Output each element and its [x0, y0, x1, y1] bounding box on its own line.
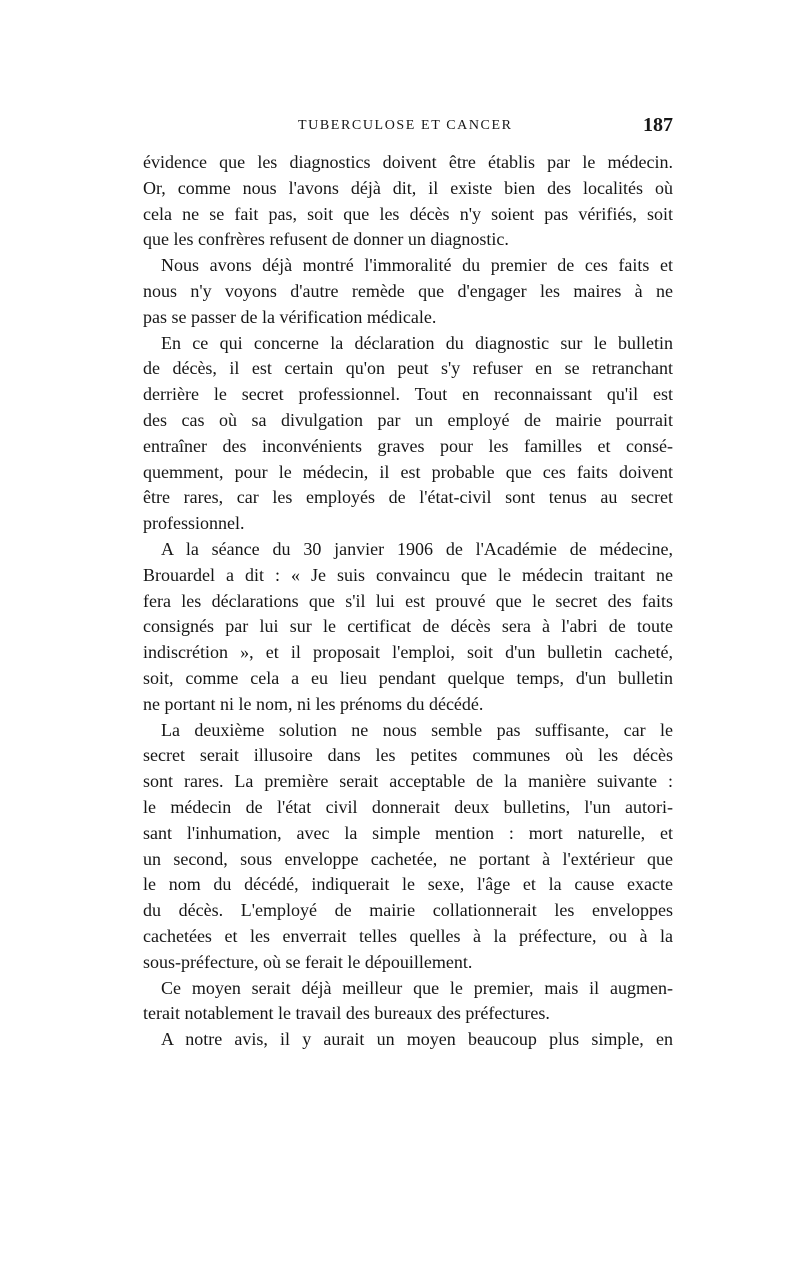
text-line: derrière le secret professionnel. Tout en reconnaissant qu'il est: [143, 384, 673, 405]
text-line: que les confrères refusent de donner un diagnostic.: [143, 229, 509, 250]
text-line: pas se passer de la vérification médicale.: [143, 306, 437, 327]
text-line: sous-préfecture, où se ferait le dépouillement.: [143, 951, 473, 972]
text-line: entraîner des inconvénients graves pour les familles et consé-: [143, 435, 673, 456]
page-number: 187: [643, 114, 673, 136]
text-line: terait notablement le travail des bureaux des préfectures.: [143, 1003, 550, 1024]
text-line: du décès. L'employé de mairie collationnerait les enveloppes: [143, 900, 673, 921]
text-line: être rares, car les employés de l'état-civil sont tenus au secret: [143, 487, 673, 508]
text-line: nous n'y voyons d'autre remède que d'engager les maires à ne: [143, 280, 673, 301]
text-line: le médecin de l'état civil donnerait deux bulletins, l'un autori-: [143, 796, 673, 817]
text-line: A la séance du 30 janvier 1906 de l'Académie de médecine,: [161, 538, 673, 559]
text-line: ne portant ni le nom, ni les prénoms du décédé.: [143, 693, 484, 714]
text-line: soit, comme cela a eu lieu pendant quelque temps, d'un bulletin: [143, 667, 673, 688]
text-line: secret serait illusoire dans les petites communes où les décès: [143, 745, 673, 766]
text-line: le nom du décédé, indiquerait le sexe, l'âge et la cause exacte: [143, 874, 673, 895]
text-line: Nous avons déjà montré l'immoralité du premier de ces faits et: [161, 255, 673, 276]
body-text: [143, 150, 673, 1053]
text-line: de décès, il est certain qu'on peut s'y refuser en se retranchant: [143, 358, 673, 379]
text-line: des cas où sa divulgation par un employé de mairie pourrait: [143, 409, 673, 430]
text-line: Ce moyen serait déjà meilleur que le premier, mais il augmen-: [161, 977, 673, 998]
text-line: quemment, pour le médecin, il est probable que ces faits doivent: [143, 461, 673, 482]
text-line: En ce qui concerne la déclaration du diagnostic sur le bulletin: [161, 332, 673, 353]
text-line: Or, comme nous l'avons déjà dit, il existe bien des localités où: [143, 177, 673, 198]
text-line: fera les déclarations que s'il lui est prouvé que le secret des faits: [143, 590, 673, 611]
running-title: TUBERCULOSE ET CANCER: [298, 118, 513, 133]
text-line: professionnel.: [143, 513, 245, 534]
text-line: A notre avis, il y aurait un moyen beaucoup plus simple, en: [161, 1029, 673, 1050]
text-line: sant l'inhumation, avec la simple mention : mort naturelle, et: [143, 822, 673, 843]
text-line: indiscrétion », et il proposait l'emploi, soit d'un bulletin cacheté,: [143, 642, 673, 663]
page-header: [143, 114, 673, 144]
text-line: sont rares. La première serait acceptable de la manière suivante :: [143, 771, 673, 792]
text-line: cela ne se fait pas, soit que les décès n'y soient pas vérifiés, soit: [143, 203, 673, 224]
text-line: Brouardel a dit : « Je suis convaincu que le médecin traitant ne: [143, 564, 673, 585]
text-line: consignés par lui sur le certificat de décès sera à l'abri de toute: [143, 616, 673, 637]
text-line: La deuxième solution ne nous semble pas suffisante, car le: [161, 719, 673, 740]
text-line: cachetées et les enverrait telles quelles à la préfecture, ou à la: [143, 925, 673, 946]
text-line: un second, sous enveloppe cachetée, ne portant à l'extérieur que: [143, 848, 673, 869]
text-line: évidence que les diagnostics doivent être établis par le médecin.: [143, 152, 673, 172]
